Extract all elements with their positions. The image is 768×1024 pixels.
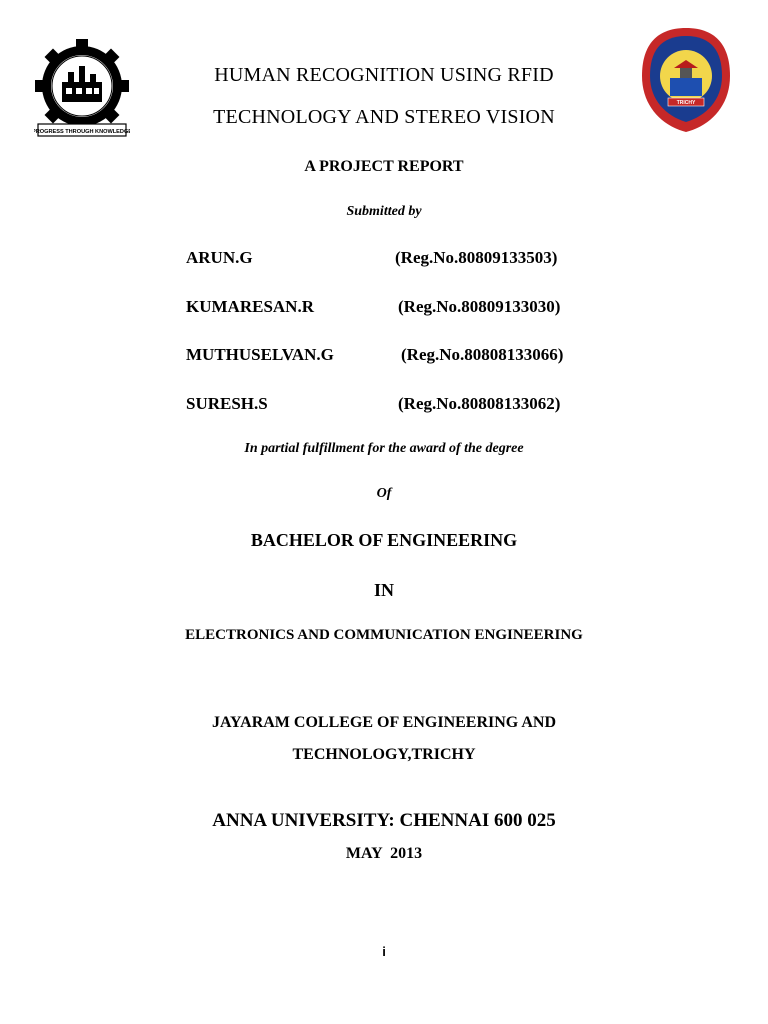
department-name: ELECTRONICS AND COMMUNICATION ENGINEERING bbox=[185, 627, 583, 643]
member-name: ARUN.G bbox=[186, 248, 253, 267]
degree-name: BACHELOR OF ENGINEERING bbox=[250, 530, 518, 550]
college-name-line-1: JAYARAM COLLEGE OF ENGINEERING AND bbox=[211, 714, 557, 731]
university-name: ANNA UNIVERSITY: CHENNAI 600 025 bbox=[212, 810, 556, 831]
member-reg-number: (Reg.No.80808133062) bbox=[398, 394, 561, 413]
report-label: A PROJECT REPORT bbox=[304, 158, 464, 175]
project-title-line-1: HUMAN RECOGNITION USING RFID bbox=[214, 64, 554, 86]
member-name: MUTHUSELVAN.G bbox=[186, 345, 334, 364]
member-reg-number: (Reg.No.80809133503) bbox=[395, 248, 558, 267]
member-reg-number: (Reg.No.80808133066) bbox=[401, 345, 564, 364]
fulfillment-text: In partial fulfillment for the award of the degree bbox=[244, 441, 524, 456]
submitted-by-label: Submitted by bbox=[346, 204, 422, 219]
of-text: Of bbox=[376, 486, 392, 501]
college-name-line-2: TECHNOLOGY,TRICHY bbox=[292, 746, 476, 763]
project-title-line-2: TECHNOLOGY AND STEREO VISION bbox=[213, 106, 555, 128]
page-number: i bbox=[382, 944, 386, 959]
member-name: SURESH.S bbox=[186, 394, 268, 413]
member-reg-number: (Reg.No.80809133030) bbox=[398, 297, 561, 316]
anna-logo-banner-text: PROGRESS THROUGH KNOWLEDGE bbox=[34, 129, 130, 135]
college-logo-bottom-text: TRICHY bbox=[676, 100, 696, 106]
in-text: IN bbox=[373, 580, 394, 600]
member-name: KUMARESAN.R bbox=[186, 297, 314, 316]
report-date: MAY 2013 bbox=[345, 845, 423, 862]
